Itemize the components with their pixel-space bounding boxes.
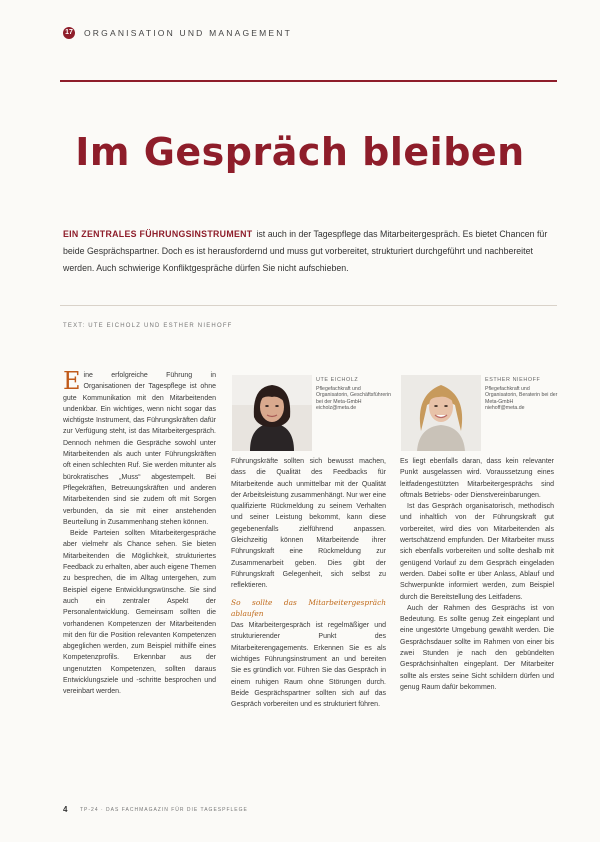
subheading: So sollte das Mitarbeitergespräch ablaufen bbox=[231, 597, 386, 618]
paragraph-text: ine erfolgreiche Führung in Organisationen der Tagespflege ist ohne gute Kommunikation mit den Mitarbeitenden undenkbar. Ein wichtiges, wenn nicht sogar das wichtigste Instrument, das Führungskräften dafür zur Verfügung steht, ist das Mitarbeitergespräch. Dennoch nehmen die Gespräche sowohl unter Mitarbeitenden als auch unter Führungskräften oft einen schlechten Ruf. Sie werden mitunter als bürokratisches „Muss“ abgestempelt. Bei Pflegekräften, Betreuungskräften und anderen Mitarbeitenden sind sie zudem oft mit Sorgen verbunden, da sie mit einer anstehenden Beurteilung in Zusammenhang stehen können. bbox=[63, 372, 216, 526]
author-name: ESTHER NIEHOFF bbox=[485, 377, 541, 383]
article-lead bbox=[63, 226, 556, 277]
section-badge: 17 bbox=[63, 27, 75, 39]
author-info bbox=[485, 377, 560, 412]
body-column-1 bbox=[63, 367, 216, 698]
author-role: Pflegefachkraft und Organisatorin, Geschäftsführerin bei der Meta-GmbH bbox=[316, 385, 391, 405]
paragraph: Das Mitarbeitergespräch ist regelmäßiger und strukturierender Punkt des Mitarbeiterengagements. Erkennen Sie es als wichtiges Führungsinstrument an und bereiten Sie es gründlich vor. Führen Sie das Gespräch in einem ruhigen Raum ohne Störungen durch. Beide Gesprächspartner sollten sich auf das Gespräch vorbereiten und es strukturiert führen. bbox=[231, 622, 386, 709]
paragraph: Ist das Gespräch organisatorisch, methodisch und inhaltlich von der Führungskraft gut vorbereitet, wird dies von Mitarbeitenden als wertschätzend empfunden. Der Mitarbeiter muss sich ebenfalls vorbereiten und sollte deshalb mit genügend Vorlauf zu dem Gespräch eingeladen werden. Dabei sollte er über Anlass, Ablauf und Schwerpunkte informiert werden, zum Beispiel durch die Bereitstellung des Leitfadens. bbox=[400, 503, 554, 601]
author-email[interactable]: eicholz@meta.de bbox=[316, 405, 357, 412]
lead-kicker: EIN ZENTRALES FÜHRUNGSINSTRUMENT bbox=[63, 229, 253, 239]
paragraph: Führungskräfte sollten sich bewusst machen, dass die Qualität des Feedbacks für Mitarbeitende auch unmittelbar mit der Qualität der Arbeitsleistung zusammenhängt. Nur wer eine qualifizierte Rückmeldung zu seinem Verhalten und seiner Leistung bekommt, kann diese gegebenenfalls zielführend anpassen. Gleichzeitig können Mitarbeitende ihrer Führungskraft eine Rückmeldung zur Zusammenarbeit geben. Dies gibt der Führungskraft Gelegenheit, sich selbst zu reflektieren. bbox=[231, 458, 386, 590]
author-name: UTE EICHOLZ bbox=[316, 377, 359, 383]
body-column-2 bbox=[231, 456, 386, 711]
magazine-name: TP-24 · DAS FACHMAGAZIN FÜR DIE TAGESPFLEGE bbox=[80, 807, 248, 813]
paragraph: Auch der Rahmen des Gesprächs ist von Bedeutung. Es sollte genug Zeit eingeplant und eine ungestörte Umgebung gewählt werden. Die Gesprächsdauer sollte im Rahmen von einer bis zwei Stunden je nach den gebündelten Gesprächsinhalten eingeplant. Der Mitarbeiter sollte als erstes seine Sicht schildern dürfen und genug Raum dafür bekommen. bbox=[400, 604, 554, 691]
author-photo bbox=[401, 375, 481, 451]
author-info bbox=[316, 377, 391, 412]
paragraph: Es liegt ebenfalls daran, dass kein relevanter Punkt ausgelassen wird. Voraussetzung eines leitfadengestützten Mitarbeitergesprächs sind oftmals Betriebs- oder Dienstvereinbarungen. bbox=[400, 458, 554, 499]
author-email[interactable]: niehoff@meta.de bbox=[485, 405, 525, 412]
lead-text: ist auch in der Tagespflege das Mitarbeitergespräch. Es bietet Chancen für beide Gesprächspartner. Doch es ist herausfordernd und muss gut vorbereitet, strukturiert durchgeführt und nachbereitet werden. Auch schwierige Konfliktgespräche dürfen Sie nicht aufschieben. bbox=[63, 229, 548, 273]
page-number: 4 bbox=[63, 805, 68, 814]
paragraph: Beide Parteien sollten Mitarbeitergespräche aber vielmehr als Chance sehen. Sie bieten Mitarbeitenden die Möglichkeit, strukturiertes Feedback zu erhalten, aber auch eigene Themen zu besprechen, die im Alltag untergehen, zum Beispiel eigene Entwicklungswünsche. Sie sind auch ein zentraler Aspekt der Personalentwicklung. Gemeinsam sollten die vorhandenen Kompetenzen der Mitarbeitenden mit den für die Position relevanten Kompetenzen abgeglichen werden, zum Beispiel mithilfe eines Kompetenzprofils. Erkennbar aus der ungenutzten Kompetenzen, sollten daraus Entwicklungsziele und -schritte besprochen und vereinbart werden. bbox=[63, 530, 216, 696]
top-divider bbox=[60, 80, 557, 82]
author-photo bbox=[232, 375, 312, 451]
dropcap: E bbox=[63, 367, 81, 395]
body-column-3 bbox=[400, 456, 554, 693]
author-credit: TEXT: UTE EICHOLZ UND ESTHER NIEHOFF bbox=[63, 323, 233, 329]
paragraph bbox=[63, 367, 216, 528]
author-role: Pflegefachkraft und Organisatorin, Beraterin bei der Meta-GmbH bbox=[485, 385, 558, 405]
article-title: Im Gespräch bleiben bbox=[75, 130, 525, 174]
mid-divider bbox=[60, 305, 557, 306]
section-label: ORGANISATION UND MANAGEMENT bbox=[84, 28, 293, 38]
